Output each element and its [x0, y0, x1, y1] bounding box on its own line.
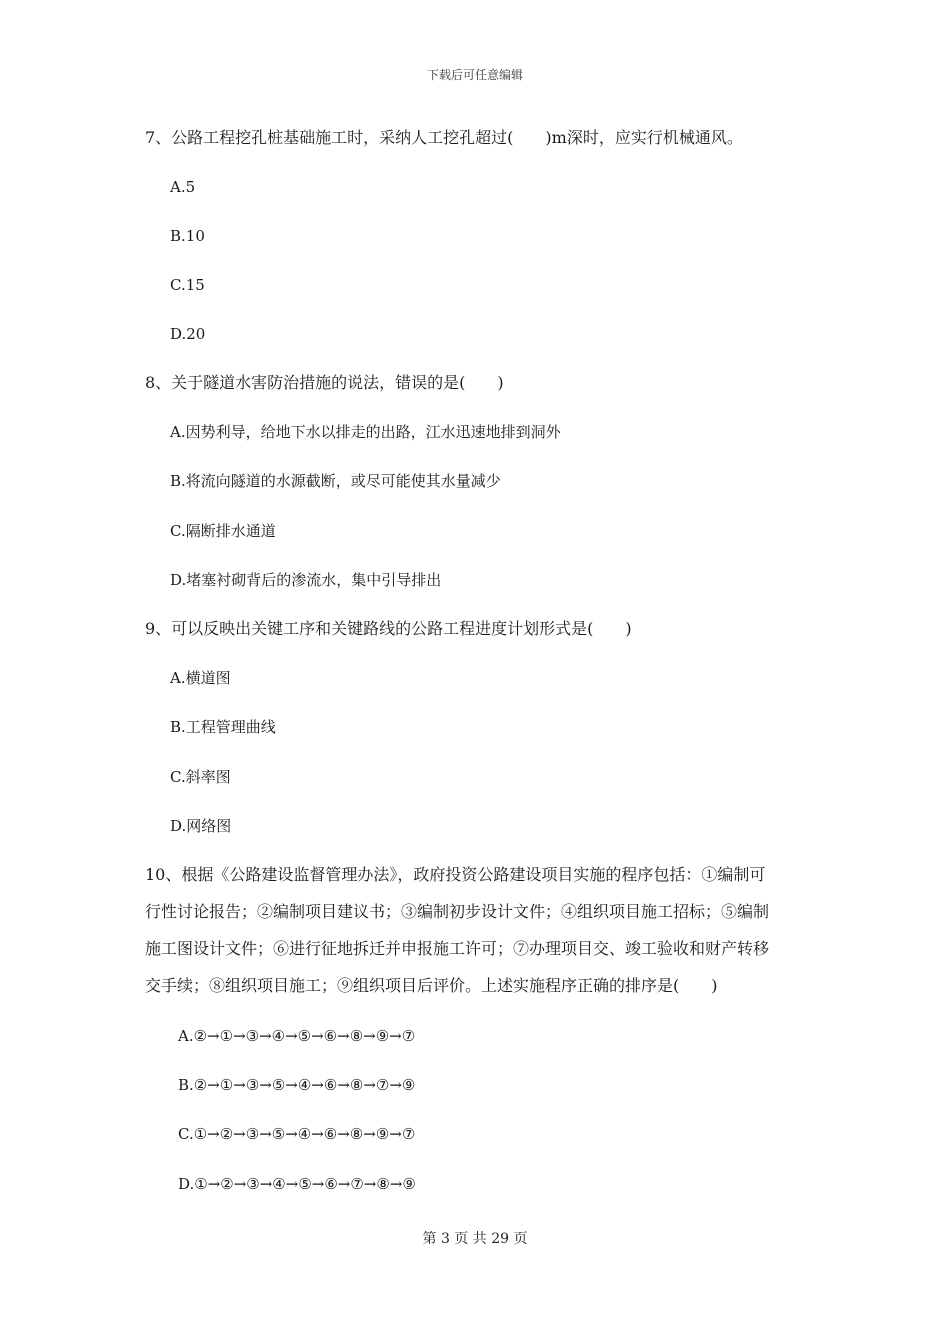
question-8-option-d: D.堵塞衬砌背后的渗流水，集中引导排出 [170, 571, 442, 589]
question-10-option-c: C.①→②→③→⑤→④→⑥→⑧→⑨→⑦ [178, 1125, 416, 1143]
question-9-option-a: A.横道图 [170, 669, 231, 687]
question-8-stem: 8、关于隧道水害防治措施的说法，错误的是( ) [145, 373, 504, 392]
question-7-option-c: C.15 [170, 276, 205, 294]
page-footer: 第 3 页 共 29 页 [422, 1231, 528, 1247]
question-10-stem-line-1: 10、根据《公路建设监督管理办法》，政府投资公路建设项目实施的程序包括：①编制可 [145, 865, 766, 884]
question-7-option-b: B.10 [170, 227, 205, 245]
question-9-option-b: B.工程管理曲线 [170, 718, 276, 736]
question-10-stem-line-3: 施工图设计文件；⑥进行征地拆迁并申报施工许可；⑦办理项目交、竣工验收和财产转移 [145, 939, 770, 958]
question-10-option-a: A.②→①→③→④→⑤→⑥→⑧→⑨→⑦ [178, 1027, 416, 1045]
question-7-option-d: D.20 [170, 325, 206, 343]
question-9-option-d: D.网络图 [170, 817, 232, 835]
question-7-option-a: A.5 [170, 178, 196, 196]
question-10-option-b: B.②→①→③→⑤→④→⑥→⑧→⑦→⑨ [178, 1076, 416, 1094]
question-10-option-d: D.①→②→③→④→⑤→⑥→⑦→⑧→⑨ [178, 1175, 416, 1193]
question-10-stem-line-2: 行性讨论报告；②编制项目建议书；③编制初步设计文件；④组织项目施工招标；⑤编制 [145, 902, 770, 921]
question-8-option-b: B.将流向隧道的水源截断，或尽可能使其水量减少 [170, 472, 501, 490]
question-9-stem: 9、可以反映出关键工序和关键路线的公路工程进度计划形式是( ) [145, 619, 632, 638]
question-7-stem: 7、公路工程挖孔桩基础施工时，采纳人工挖孔超过( )m深时，应实行机械通风。 [145, 128, 743, 147]
page-header: 下载后可任意编辑 [426, 68, 523, 82]
question-10-stem-line-4: 交手续；⑧组织项目施工；⑨组织项目后评价。上述实施程序正确的排序是( ) [145, 976, 718, 995]
question-9-option-c: C.斜率图 [170, 768, 231, 786]
question-8-option-a: A.因势利导，给地下水以排走的出路，江水迅速地排到洞外 [170, 423, 561, 441]
question-8-option-c: C.隔断排水通道 [170, 522, 276, 540]
